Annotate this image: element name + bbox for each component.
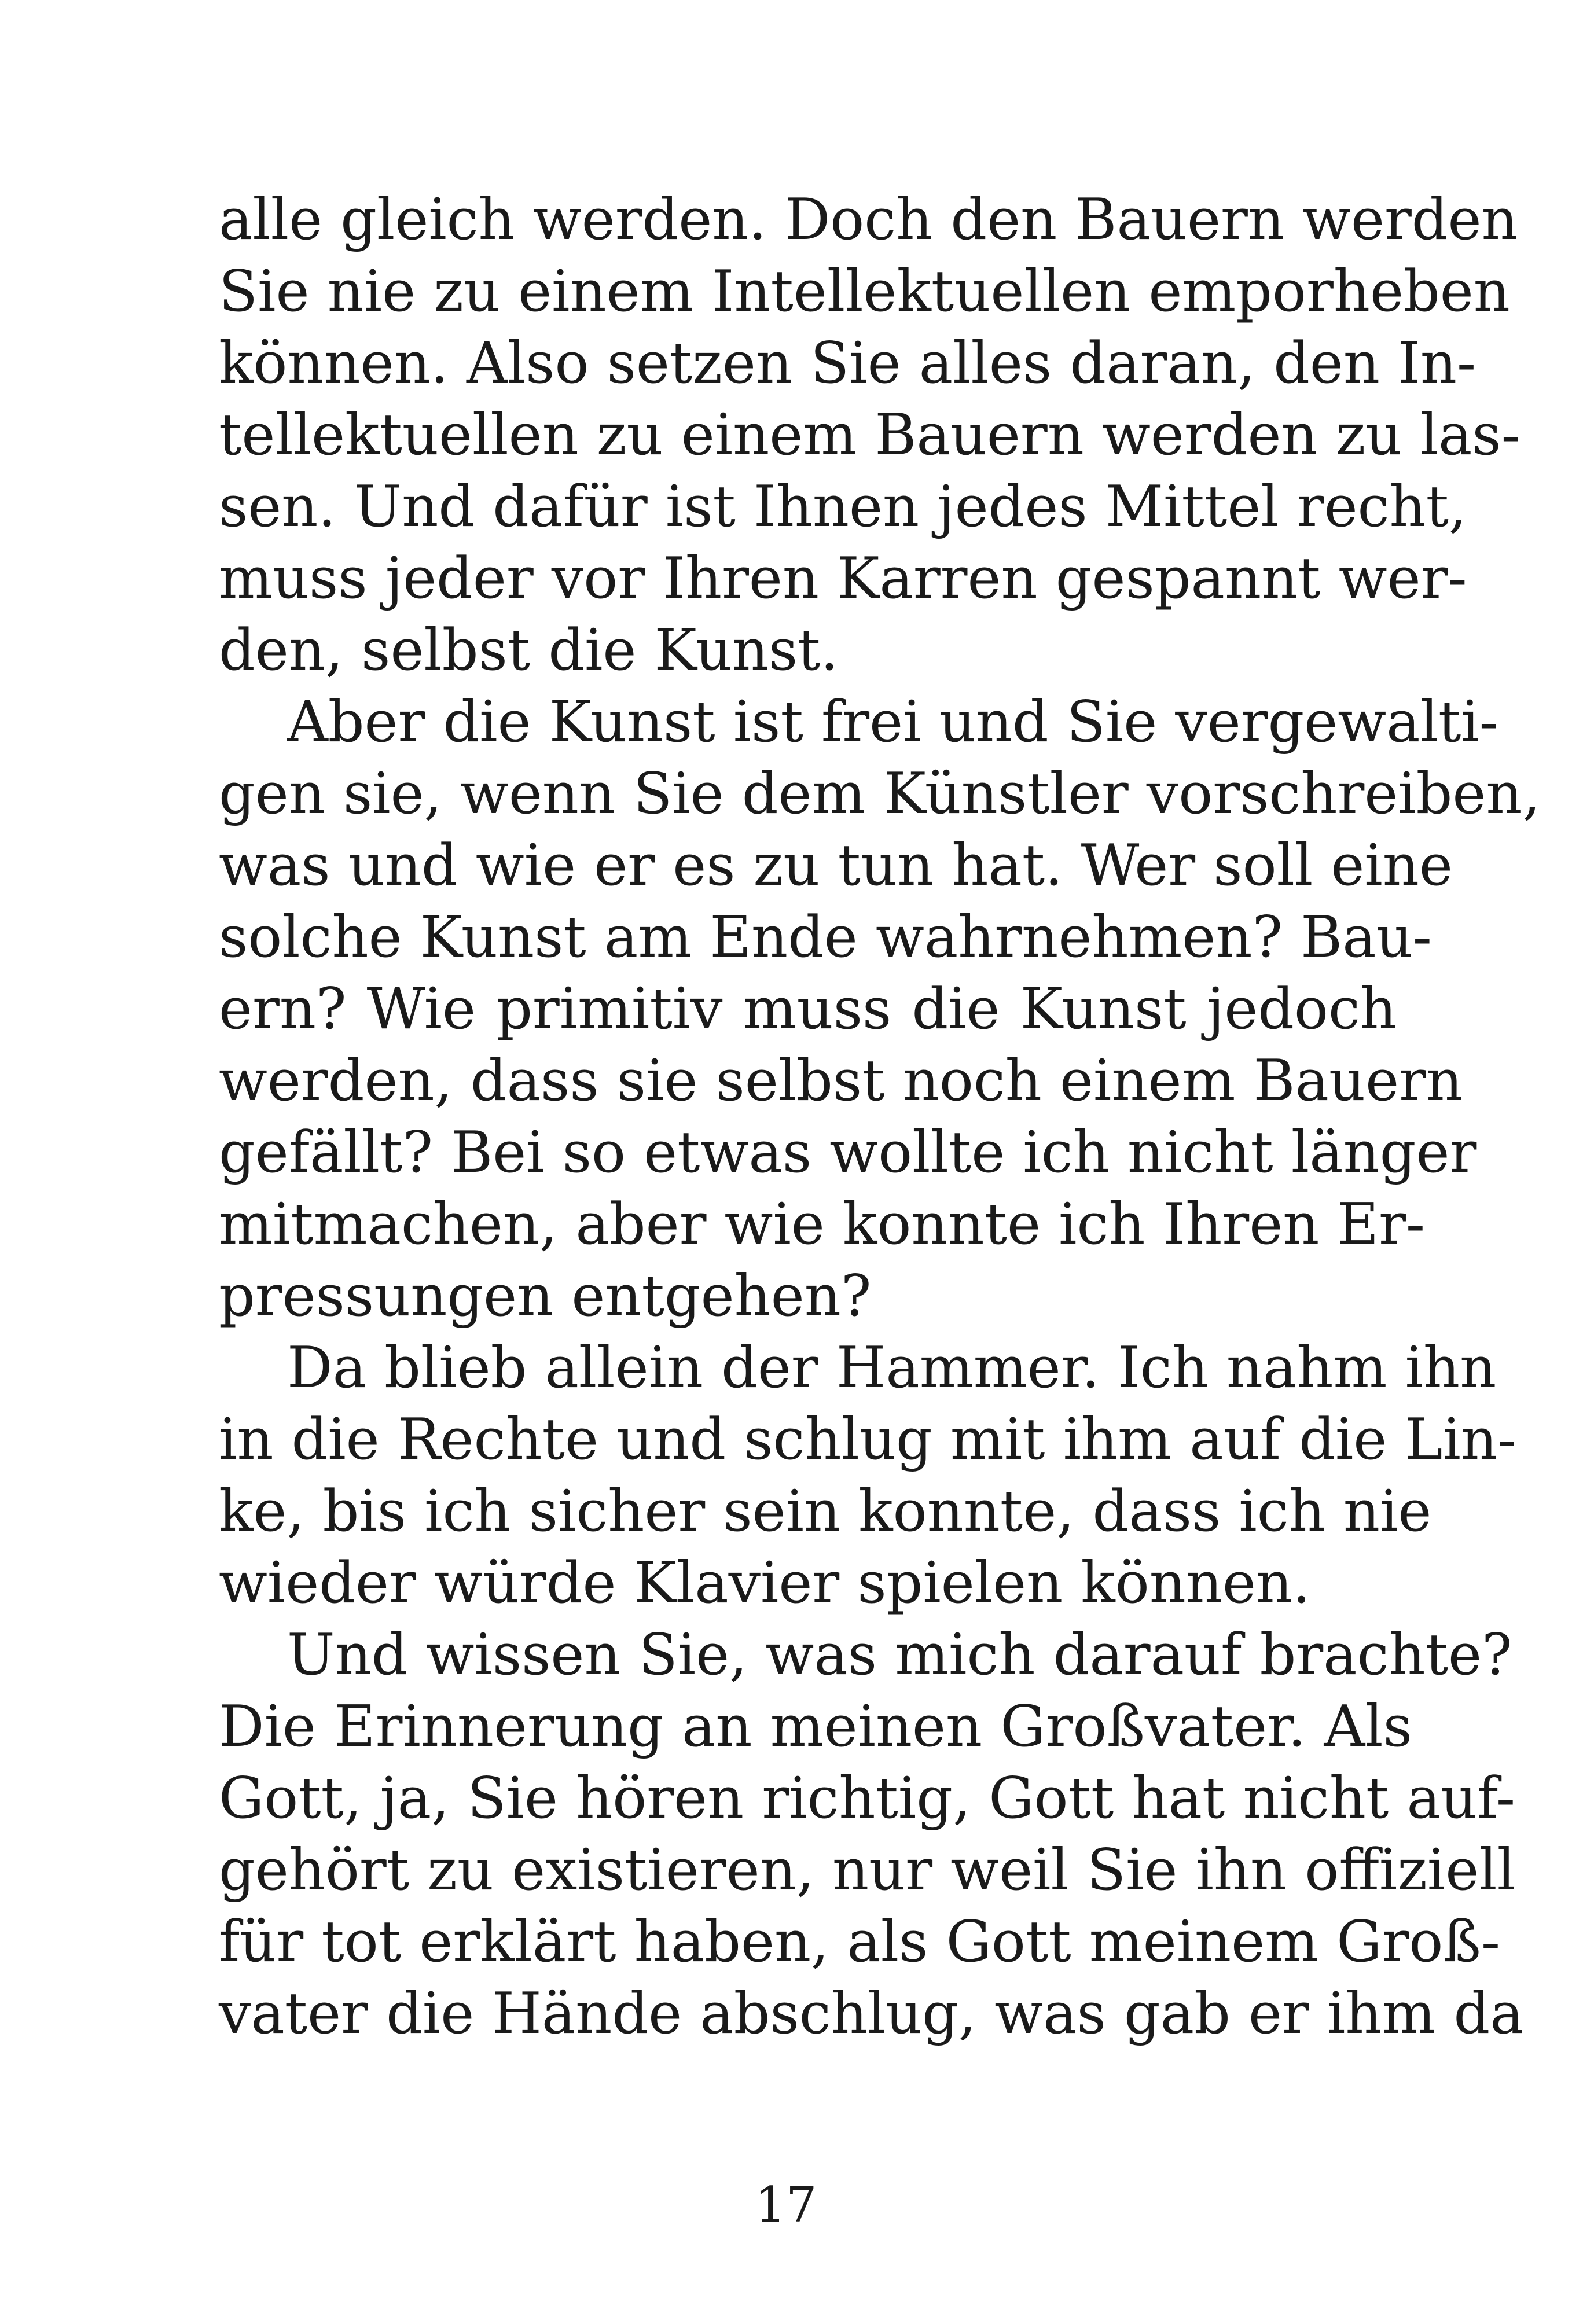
text-line: Aber die Kunst ist frei und Sie vergewalti- bbox=[287, 689, 1498, 755]
text-line: gefällt? Bei so etwas wollte ich nicht länger bbox=[219, 1120, 1477, 1186]
text-line: gehört zu existieren, nur weil Sie ihn offiziell bbox=[219, 1837, 1515, 1903]
text-line: mitmachen, aber wie konnte ich Ihren Er- bbox=[219, 1192, 1426, 1257]
text-line: gen sie, wenn Sie dem Künstler vorschreiben, bbox=[219, 761, 1541, 827]
text-line: Gott, ja, Sie hören richtig, Gott hat nicht auf- bbox=[219, 1766, 1515, 1832]
text-line: ke, bis ich sicher sein konnte, dass ich nie bbox=[219, 1479, 1432, 1545]
text-line: Die Erinnerung an meinen Großvater. Als bbox=[219, 1694, 1412, 1760]
page-number: 17 bbox=[755, 2176, 817, 2233]
body-text bbox=[219, 184, 1541, 2050]
text-line: tellektuellen zu einem Bauern werden zu las- bbox=[219, 402, 1520, 468]
text-line: sen. Und dafür ist Ihnen jedes Mittel recht, bbox=[219, 474, 1467, 540]
text-line: was und wie er es zu tun hat. Wer soll eine bbox=[219, 833, 1453, 899]
text-line: in die Rechte und schlug mit ihm auf die Lin- bbox=[219, 1407, 1517, 1473]
text-line: für tot erklärt haben, als Gott meinem Groß- bbox=[219, 1909, 1500, 1975]
text-line: Sie nie zu einem Intellektuellen emporheben bbox=[219, 259, 1510, 325]
text-line: ern? Wie primitiv muss die Kunst jedoch bbox=[219, 976, 1397, 1042]
text-line: vater die Hände abschlug, was gab er ihm da bbox=[219, 1981, 1524, 2047]
text-line: werden, dass sie selbst noch einem Bauern bbox=[219, 1048, 1463, 1114]
text-line: solche Kunst am Ende wahrnehmen? Bau- bbox=[219, 904, 1432, 970]
text-line: wieder würde Klavier spielen können. bbox=[219, 1550, 1311, 1616]
text-line: Und wissen Sie, was mich darauf brachte? bbox=[287, 1622, 1512, 1688]
text-line: pressungen entgehen? bbox=[219, 1263, 872, 1329]
text-line: können. Also setzen Sie alles daran, den In- bbox=[219, 330, 1476, 396]
text-line: Da blieb allein der Hammer. Ich nahm ihn bbox=[287, 1335, 1497, 1401]
text-line: muss jeder vor Ihren Karren gespannt wer- bbox=[219, 546, 1467, 612]
text-line: alle gleich werden. Doch den Bauern werden bbox=[219, 187, 1518, 253]
text-line: den, selbst die Kunst. bbox=[219, 617, 839, 683]
